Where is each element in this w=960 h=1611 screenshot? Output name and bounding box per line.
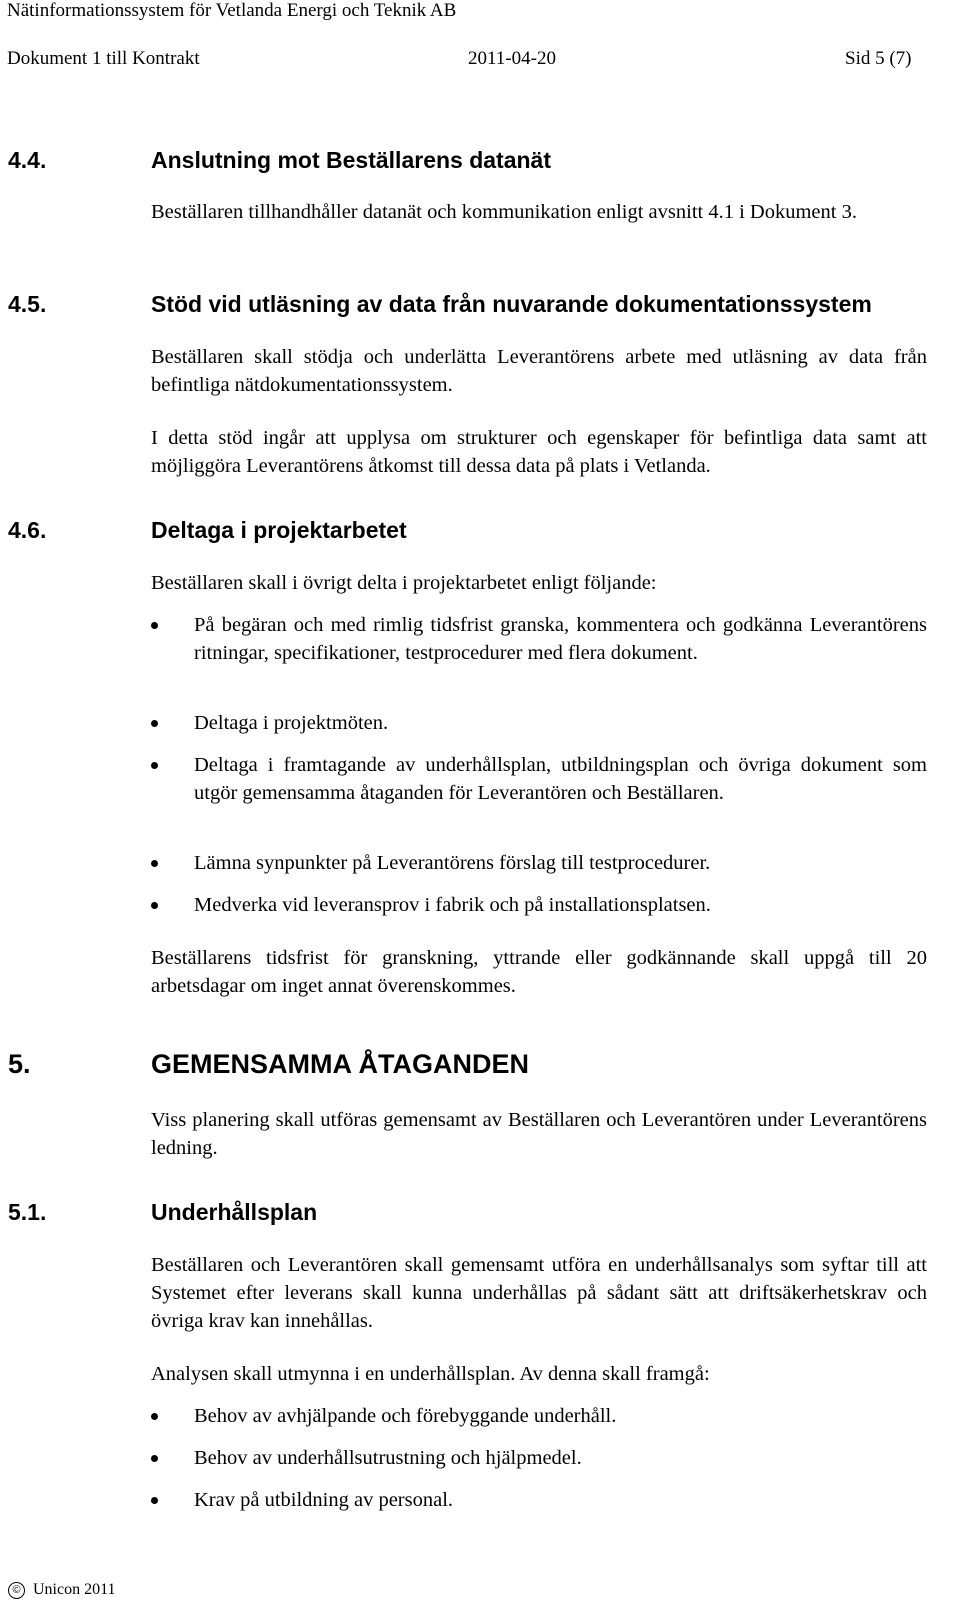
section-number: 5.1.	[8, 1199, 47, 1225]
list-item-text: På begäran och med rimlig tidsfrist granska, kommentera och godkänna Leverantörens ritningar, specifikationer, testprocedurer med flera dokument.	[194, 614, 927, 664]
section-number: 4.5.	[8, 291, 47, 317]
list-item-text: Deltaga i projektmöten.	[194, 712, 389, 734]
section-number: 4.6.	[8, 517, 47, 543]
list-item-text: Krav på utbildning av personal.	[194, 1489, 454, 1511]
section-title: GEMENSAMMA ÅTAGANDEN	[151, 1049, 529, 1079]
list-item-text: Behov av avhjälpande och förebyggande underhåll.	[194, 1405, 617, 1427]
bullet-icon	[151, 1497, 158, 1504]
section-number: 5.	[8, 1049, 31, 1079]
bullet-icon	[151, 622, 158, 629]
document-header-contract: Dokument 1 till Kontrakt	[7, 48, 200, 69]
document-header-page: Sid 5 (7)	[845, 48, 912, 69]
bullet-icon	[151, 720, 158, 727]
section-5-1-paragraph-1: Beställaren och Leverantören skall gemensamt utföra en underhållsanalys som syftar till att Systemet efter leverans skall kunna underhållas på sådant sätt att driftsäkerhetskrav och övriga krav kan innehållas.	[151, 1254, 927, 1332]
document-footer	[8, 1580, 116, 1600]
bullet-icon	[151, 860, 158, 867]
bullet-icon	[151, 1455, 158, 1462]
list-item-text: Medverka vid leveransprov i fabrik och på installationsplatsen.	[194, 894, 711, 916]
section-title: Deltaga i projektarbetet	[151, 517, 407, 543]
section-4-4-paragraph: Beställaren tillhandhåller datanät och kommunikation enligt avsnitt 4.1 i Dokument 3.	[151, 201, 857, 223]
bullet-icon	[151, 1413, 158, 1420]
document-header-date: 2011-04-20	[468, 48, 556, 69]
section-title: Underhållsplan	[151, 1199, 318, 1225]
section-4-6-intro: Beställaren skall i övrigt delta i projektarbetet enligt följande:	[151, 572, 657, 594]
section-4-6-closing: Beställarens tidsfrist för granskning, yttrande eller godkännande skall uppgå till 20 arbetsdagar om inget annat överenskommes.	[151, 947, 927, 997]
bullet-icon	[151, 762, 158, 769]
section-5-1-paragraph-2: Analysen skall utmynna i en underhållsplan. Av denna skall framgå:	[151, 1363, 710, 1385]
list-item-text: Deltaga i framtagande av underhållsplan, utbildningsplan och övriga dokument som utgör gemensamma åtaganden för Leverantören och Beställaren.	[194, 754, 927, 804]
document-header-organization: Nätinformationssystem för Vetlanda Energi och Teknik AB	[7, 0, 457, 21]
section-title: Anslutning mot Beställarens datanät	[151, 147, 552, 173]
bullet-icon	[151, 902, 158, 909]
section-number: 4.4.	[8, 147, 47, 173]
section-5-paragraph: Viss planering skall utföras gemensamt av Beställaren och Leverantören under Leverantörens ledning.	[151, 1109, 927, 1159]
section-4-5-paragraph-2: I detta stöd ingår att upplysa om strukturer och egenskaper för befintliga data samt att möjliggöra Leverantörens åtkomst till dessa data på plats i Vetlanda.	[151, 427, 927, 477]
footer-text: Unicon 2011	[33, 1581, 116, 1598]
section-4-5-paragraph-1: Beställaren skall stödja och underlätta Leverantörens arbete med utläsning av data från befintliga nätdokumentationssystem.	[151, 346, 927, 396]
list-item-text: Lämna synpunkter på Leverantörens förslag till testprocedurer.	[194, 852, 711, 874]
section-title: Stöd vid utläsning av data från nuvarande dokumentationssystem	[151, 291, 872, 317]
copyright-icon: ©	[8, 1582, 25, 1599]
list-item-text: Behov av underhållsutrustning och hjälpmedel.	[194, 1447, 582, 1469]
